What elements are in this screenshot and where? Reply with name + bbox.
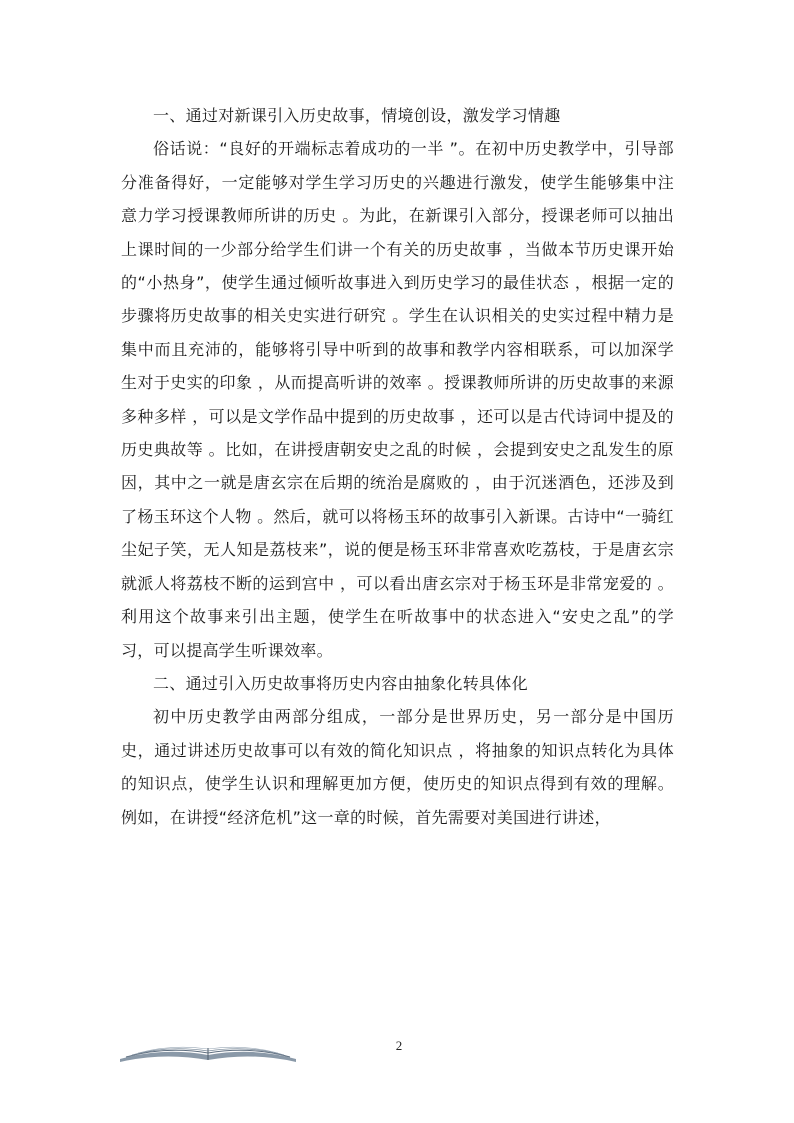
open-book-icon — [118, 1043, 298, 1063]
page-number: 2 — [395, 1038, 403, 1053]
document-body — [121, 99, 674, 834]
section-heading-2: 二、通过引入历史故事将历史内容由抽象化转具体化 — [153, 673, 528, 693]
section-2-paragraph: 初中历史教学由两部分组成，一部分是世界历史，另一部分是中国历史，通过讲述历史故事可以有效的简化知识点 ，将抽象的知识点转化为具体的知识点，使学生认识和理解更加方便，使历史的知识点得到有效的理解。例如，在讲授“经济危机”这一章的时候，首先需要对美国进行讲述， — [121, 707, 674, 827]
section-heading-1: 一、通过对新课引入历史故事，情境创设，激发学习情趣 — [153, 106, 561, 125]
section-1-paragraph: 俗话说：“良好的开端标志着成功的一半 ”。在初中历史教学中，引导部分准备得好，一定能够对学生学习历史的兴趣进行激发，使学生能够集中注意力学习授课教师所讲的历史 。为此，在新课引入部分，授课老师可以抽出上课时间的一少部分给学生们讲一个有关的历史故事 ，当做本节历史课开始的“小热身”，使学生通过倾听故事进入到历史学习的最佳状态 ，根据一定的步骤将历史故事的相关史实进行研究 。学生在认识相关的史实过程中精力是集中而且充沛的，能够将引导中听到的故事和教学内容相联系，可以加深学生对于史实的印象 ，从而提高听讲的效率 。授课教师所讲的历史故事的来源多种多样 ，可以是文学作品中提到的历史故事 ，还可以是古代诗词中提及的历史典故等 。比如，在讲授唐朝安史之乱的时候 ，会提到安史之乱发生的原因，其中之一就是唐玄宗在后期的统治是腐败的 ，由于沉迷酒色，还涉及到了杨玉环这个人物 。然后，就可以将杨玉环的故事引入新课。古诗中“一骑红尘妃子笑，无人知是荔枝来”，说的便是杨玉环非常喜欢吃荔枝，于是唐玄宗就派人将荔枝不断的运到宫中 ，可以看出唐玄宗对于杨玉环是非常宠爱的 。利用这个故事来引出主题，使学生在听故事中的状态进入“安史之乱”的学习，可以提高学生听课效率。 — [121, 139, 674, 660]
